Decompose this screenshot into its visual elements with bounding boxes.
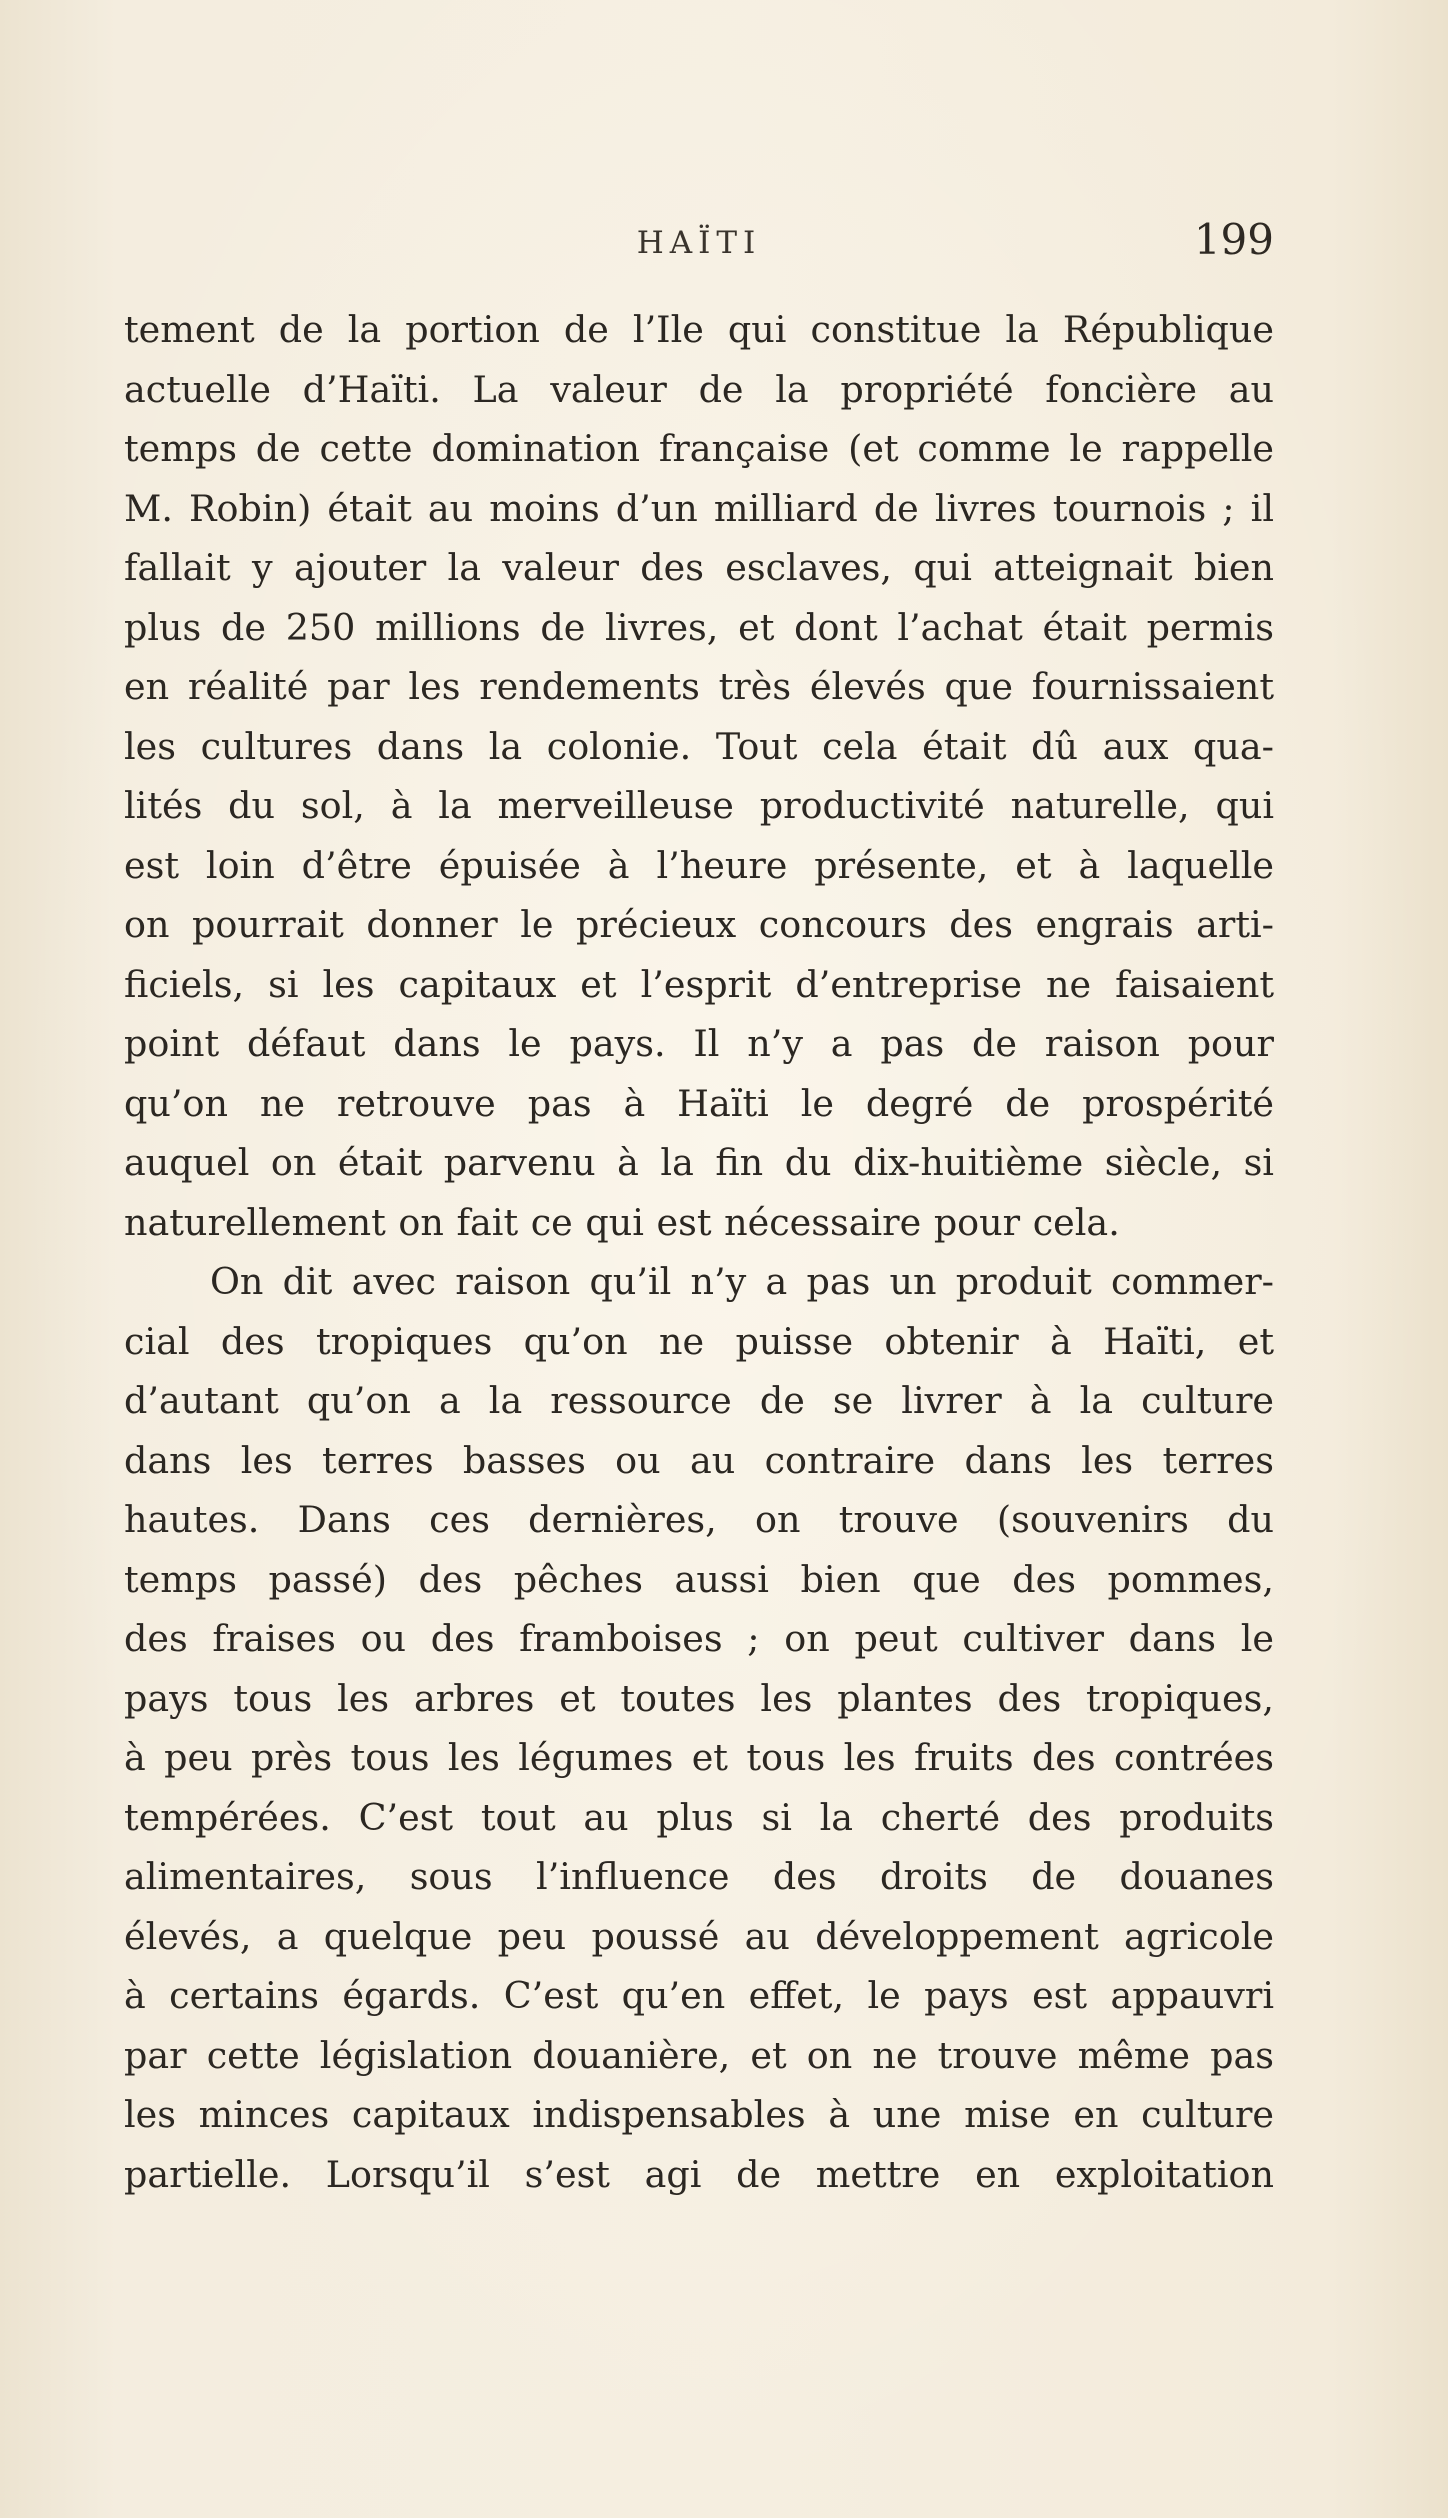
text-line: élevés, a quelque peu poussé au développement agricole [124,1914,1274,1958]
text-line: les cultures dans la colonie. Tout cela était dû aux qua- [124,724,1274,768]
text-line: en réalité par les rendements très élevés que fournissaient [124,665,1274,708]
text-line: M. Robin) était au moins d’un milliard de livres tournois ; il [124,486,1274,530]
text-line-paragraph-end: naturellement on fait ce qui est nécessaire pour cela. [124,1200,1120,1244]
text-line: qu’on ne retrouve pas à Haïti le degré de prospérité [124,1081,1274,1125]
text-line: actuelle d’Haïti. La valeur de la propriété foncière au [124,367,1274,411]
text-line: cial des tropiques qu’on ne puisse obtenir à Haïti, et [124,1319,1274,1363]
body-text [124,300,1274,2204]
text-line-paragraph-start: On dit avec raison qu’il n’y a pas un produit commer- [210,1260,1274,1303]
text-line: on pourrait donner le précieux concours des engrais arti- [124,903,1274,946]
text-line: point défaut dans le pays. Il n’y a pas de raison pour [124,1022,1274,1065]
text-line: lités du sol, à la merveilleuse productivité naturelle, qui [124,784,1274,827]
text-line: tempérées. C’est tout au plus si la cherté des produits [124,1795,1274,1839]
text-line: auquel on était parvenu à la fin du dix-huitième siècle, si [124,1141,1274,1184]
text-line: des fraises ou des framboises ; on peut cultiver dans le [124,1617,1274,1660]
text-line: d’autant qu’on a la ressource de se livrer à la culture [124,1379,1274,1422]
text-line: à certains égards. C’est qu’en effet, le pays est appauvri [124,1974,1274,2017]
text-line: temps de cette domination française (et comme le rappelle [124,427,1274,470]
text-line: est loin d’être épuisée à l’heure présente, et à laquelle [124,843,1274,887]
text-line: dans les terres basses ou au contraire dans les terres [124,1438,1274,1482]
text-line: les minces capitaux indispensables à une mise en culture [124,2093,1274,2136]
text-line: temps passé) des pêches aussi bien que des pommes, [124,1557,1274,1601]
text-line: pays tous les arbres et toutes les plantes des tropiques, [124,1676,1274,1720]
text-line: hautes. Dans ces dernières, on trouve (souvenirs du [124,1498,1274,1541]
text-line: tement de la portion de l’Ile qui constitue la République [124,308,1274,351]
text-line: partielle. Lorsqu’il s’est agi de mettre en exploitation [124,2152,1274,2196]
text-line: à peu près tous les légumes et tous les fruits des contrées [124,1736,1274,1779]
text-line: fallait y ajouter la valeur des esclaves, qui atteignait bien [124,546,1274,589]
text-line: plus de 250 millions de livres, et dont l’achat était permis [124,605,1274,649]
text-line: alimentaires, sous l’influence des droits de douanes [124,1855,1274,1898]
text-line: par cette législation douanière, et on ne trouve même pas [124,2033,1274,2077]
running-head [124,215,1274,271]
running-title: HAÏTI [636,225,762,261]
page-number: 199 [1193,215,1274,264]
text-line: ficiels, si les capitaux et l’esprit d’entreprise ne faisaient [124,962,1274,1006]
